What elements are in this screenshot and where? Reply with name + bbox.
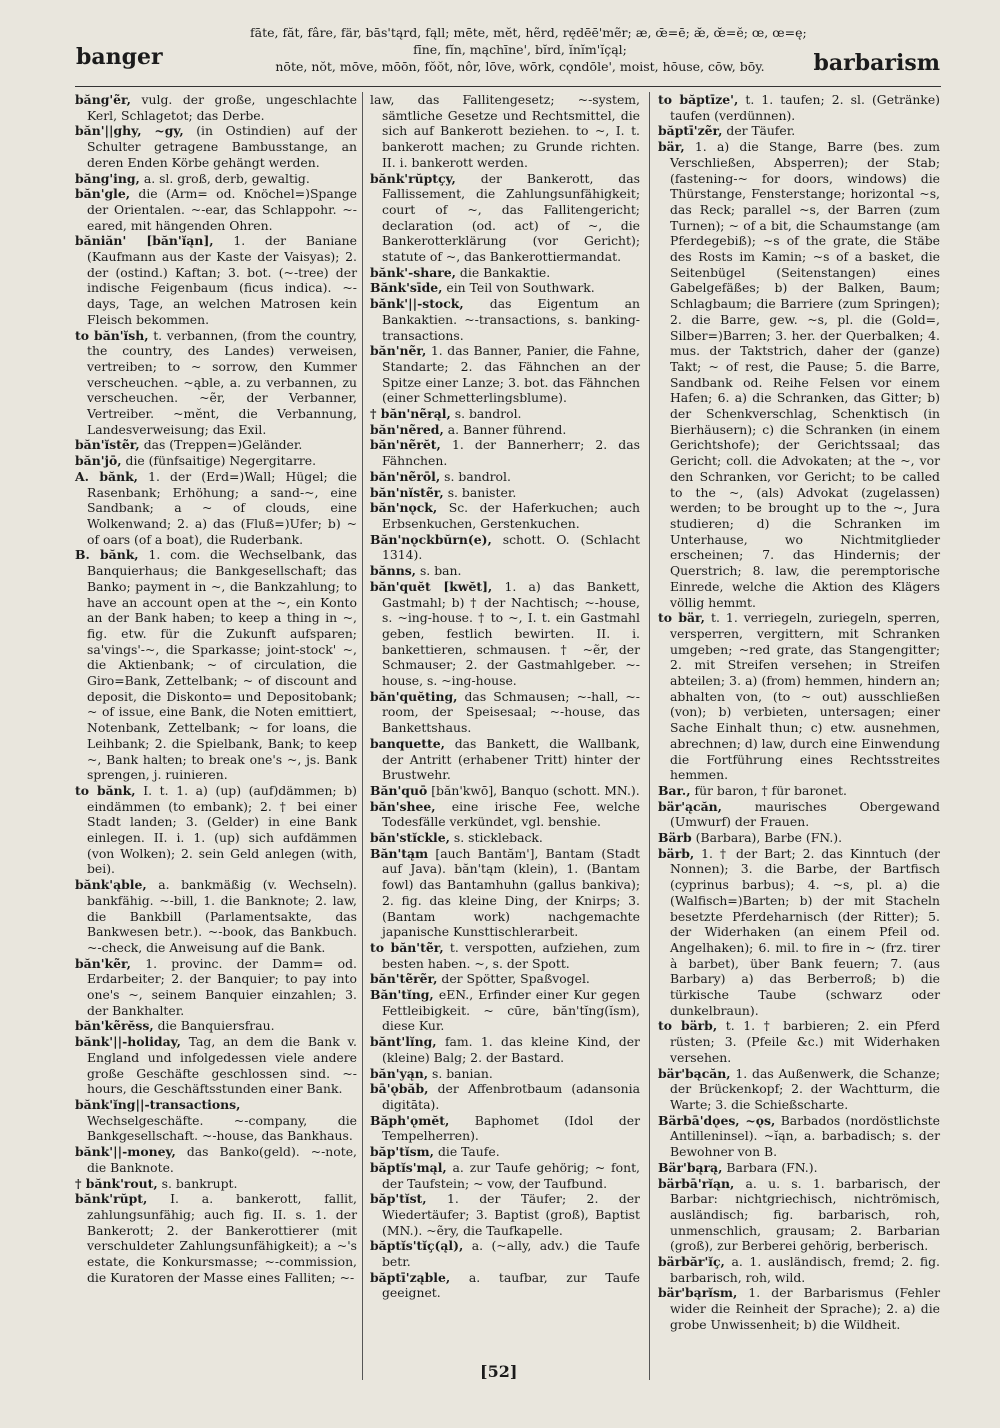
entry-headword: băn'stĭckle,	[370, 830, 450, 846]
dictionary-entry	[658, 1066, 940, 1113]
entry-headword: băp'tĭsm,	[370, 1144, 434, 1160]
dictionary-entry	[75, 877, 357, 956]
entry-definition: für baron, † für baronet.	[694, 782, 847, 798]
entry-definition: ein Teil von Southwark.	[446, 280, 595, 296]
entry-headword: băn'nẽred,	[370, 421, 444, 437]
dictionary-entry	[658, 1113, 940, 1160]
dictionary-entry	[75, 92, 357, 123]
dictionary-entry	[75, 469, 357, 548]
entry-definition: (in Ostindien) auf der Schulter getragene Bambusstange, an deren Enden Körbe gehängt werden.	[87, 123, 357, 170]
entry-definition: die Taufe.	[437, 1144, 500, 1160]
entry-headword: bănk'ąble,	[75, 877, 147, 893]
entry-headword: bănk'ĭng||-transactions,	[75, 1097, 241, 1112]
dictionary-entry	[370, 736, 640, 783]
entry-headword: to bärb,	[658, 1018, 718, 1034]
column-divider	[362, 92, 363, 1380]
page-header	[70, 24, 940, 82]
entry-definition: s. bandrol.	[444, 468, 511, 484]
entry-definition: a. Banner führend.	[447, 421, 567, 437]
entry-definition: t. verspotten, aufziehen, zum besten haben. ~, s. der Spott.	[382, 939, 640, 971]
dictionary-entry	[370, 940, 640, 971]
entry-definition: I. t. 1. a) (up) (auf)dämmen; b) eindämmen (to embank); 2. † bei einer Stadt landen; 3. (Gelder) in eine Bank einlegen. II. i. 1. (up) sich aufdämmen (von Wolken); 2. sein Geld anlegen (with, bei).	[87, 782, 357, 877]
dictionary-entry	[75, 233, 357, 327]
entry-definition: das (Treppen=)Geländer.	[143, 437, 303, 453]
entry-definition: 1. † der Bart; 2. das Kinntuch (der Nonnen); 3. die Barbe, der Bartfisch (cyprinus barbus); 4. ~s, pl. a) die (Walfisch=)Barten; b) der mit Stacheln besetzte Pferdeharnisch (der Ritter); 5. der Widerhaken (an einem Pfeil od. Angelhaken); 6. mil. to fire in ~ (frz. tirer à barbet), über Bank feuern; 7. (aus Barbary) a) das Berberroß; b) die türkische Taube (schwarz oder dunkelbraun).	[670, 845, 940, 1018]
entry-definition: law, das Fallitengesetz; ~-system, sämtliche Gesetze und Rechtsmittel, die sich auf Bankerott beziehen. to ~, I. t. bankerott machen; zu Grunde richten. II. i. bankerott werden.	[370, 92, 640, 170]
dictionary-entry	[370, 799, 640, 830]
entry-headword: Bärbā'dǫes, ~ǫs,	[658, 1112, 776, 1128]
dictionary-entry	[658, 123, 940, 139]
entry-headword: bär'bąrĭsm,	[658, 1285, 738, 1301]
entry-headword: † băn'nẽrąl,	[370, 406, 451, 422]
entry-definition: schott. O. (Schlacht 1314).	[382, 531, 640, 563]
entry-definition: das Bankett, die Wallbank, der Antritt (erhabener Tritt) hinter der Brustwehr.	[382, 735, 640, 783]
dictionary-entry	[370, 783, 640, 799]
pronunciation-key-line: nōte, nŏt, mōve, mōōn, fŏŏt, nôr, lōve, wōrk, cǫndōle', moist, hōuse, cōw, bōy.	[275, 59, 765, 74]
entry-headword: to băn'tẽr,	[370, 939, 444, 955]
dictionary-entry	[370, 1191, 640, 1238]
dictionary-entry	[658, 830, 940, 846]
dictionary-entry	[75, 453, 357, 469]
dictionary-entry	[370, 689, 640, 736]
entry-definition: Barbara (FN.).	[726, 1159, 818, 1175]
entry-headword: băn'kẽrĕss,	[75, 1018, 154, 1034]
entry-definition: a. zur Taufe gehörig; ~ font, der Taufstein; ~ vow, der Taufbund.	[382, 1159, 640, 1191]
entry-definition: 1. provinc. der Damm= od. Erdarbeiter; 2. der Banquier; to pay into one's ~, seinem Banquier einzahlen; 3. der Bankhalter.	[87, 955, 357, 1018]
dictionary-entry	[75, 437, 357, 453]
entry-headword: băn'nẽr,	[370, 343, 427, 359]
entry-headword: băptī'zẽr,	[658, 123, 723, 139]
entry-headword: băn'kẽr,	[75, 955, 131, 971]
entry-headword: Bärb	[658, 830, 692, 846]
entry-definition: [auch Bantăm'], Bantam (Stadt auf Java). băn'tąm (klein), 1. (Bantam fowl) das Bantamhuhn (gallus bankiva); 2. fig. das kleine Ding, der Knirps; 3. (Bantam work) nachgemachte japanische Kunsttischlerarbeit.	[382, 845, 640, 940]
entry-definition: 1. der Barbarismus (Fehler wider die Reinheit der Sprache); 2. a) die grobe Unwissenheit; b) die Wildheit.	[670, 1285, 940, 1332]
entry-headword: bănt'lĭng,	[370, 1034, 437, 1050]
entry-headword: bănk'rŭptçy,	[370, 170, 456, 186]
column-2	[370, 92, 640, 1301]
entry-definition: t. 1. verriegeln, zuriegeln, sperren, versperren, vergittern, mit Schranken umgeben; ~red grate, das Stangengitter; 2. mit Streifen versehen; in Streifen abteilen; 3. a) (from) hemmen, hindern an; abhalten von, (to ~ out) ausschließen (von); b) verbieten, untersagen; einer Sache Einhalt thun; c) etw. ausnehmen, abrechnen; d) law, durch eine Einwendung die Fortführung eines Rechtsstreites hemmen.	[670, 610, 940, 783]
entry-headword: Băn'nǫckbŭrn(e),	[370, 531, 492, 547]
entry-headword: băn'nẽrōl,	[370, 468, 441, 484]
entry-headword: băptĭs'mąl,	[370, 1159, 447, 1175]
entry-definition: a. 1. ausländisch, fremd; 2. fig. barbarisch, roh, wild.	[670, 1254, 940, 1285]
dictionary-entry	[370, 265, 640, 281]
entry-definition: s. bandrol.	[454, 406, 522, 422]
entry-definition: 1. der (Erd=)Wall; Hügel; die Rasenbank; Erhöhung; a sand-~, eine Sandbank; a ~ of clouds, eine Wolkenwand; 2. a) das (Fluß=)Ufer; b) ~ of oars (of a boat), die Ruderbank.	[87, 468, 357, 547]
dictionary-entry	[370, 1066, 640, 1082]
dictionary-entry	[370, 532, 640, 563]
dictionary-entry	[658, 846, 940, 1019]
entry-headword: băptĭs'tĭç(ąl),	[370, 1238, 464, 1254]
dictionary-entry	[658, 139, 940, 610]
dictionary-entry	[370, 92, 640, 171]
dictionary-entry	[370, 846, 640, 940]
entry-headword: Băn'tąm	[370, 845, 429, 861]
page-number: [52]	[480, 1362, 518, 1381]
entry-definition: die (Arm= od. Knöchel=)Spange der Orientalen. ~-ear, das Schlappohr. ~-eared, mit hängenden Ohren.	[87, 186, 357, 233]
dictionary-entry	[370, 1034, 640, 1065]
dictionary-entry	[75, 171, 357, 187]
entry-definition: s. bankrupt.	[161, 1175, 238, 1191]
entry-headword: băng'ing,	[75, 170, 140, 186]
entry-headword: băn'tẽrẽr,	[370, 971, 438, 987]
dictionary-entry	[370, 830, 640, 846]
entry-definition: der Täufer.	[726, 123, 796, 139]
dictionary-entry	[75, 328, 357, 438]
pronunciation-key	[250, 24, 807, 75]
entry-definition: der Spötter, Spaßvogel.	[441, 971, 590, 987]
entry-headword: Bănk'sīde,	[370, 280, 443, 296]
entry-headword: băn'shee,	[370, 798, 436, 814]
entry-definition: 1. das Außenwerk, die Schanze; der Brückenkopf; 2. der Wachtturm, die Warte; 3. die Schießscharte.	[670, 1065, 940, 1112]
entry-headword: banquette,	[370, 735, 445, 751]
dictionary-entry	[370, 1270, 640, 1301]
entry-headword: băp'tĭst,	[370, 1191, 427, 1207]
entry-headword: bănk'||-stock,	[370, 296, 464, 312]
dictionary-entry	[370, 1144, 640, 1160]
column-3	[658, 92, 940, 1333]
entry-definition: 1. der Bannerherr; 2. das Fähnchen.	[382, 437, 640, 469]
entry-headword: Bär'bąrą,	[658, 1159, 723, 1175]
entry-headword: băn'gle,	[75, 186, 131, 202]
entry-headword: B. bănk,	[75, 547, 139, 563]
dictionary-entry	[75, 123, 357, 170]
entry-headword: Băn'quō	[370, 782, 428, 798]
dictionary-entry	[658, 1285, 940, 1332]
entry-headword: bănk'-share,	[370, 264, 456, 280]
entry-definition: s. banister.	[447, 484, 517, 500]
entry-definition: vulg. der große, ungeschlachte Kerl, Schlagetot; das Derbe.	[87, 92, 357, 123]
entry-headword: băn'nǫck,	[370, 500, 438, 516]
dictionary-entry	[370, 579, 640, 689]
entry-headword: bā'ǫbăb,	[370, 1081, 429, 1097]
entry-headword: to bănk,	[75, 782, 136, 798]
column-1	[75, 92, 357, 1285]
entry-definition: eEN., Erfinder einer Kur gegen Fettleibigkeit. ~ cūre, băn'tĭng(ĭsm), diese Kur.	[382, 987, 640, 1034]
entry-definition: 1. a) das Bankett, Gastmahl; b) † der Nachtisch; ~-house, s. ~ing-house. † to ~, I. t. ein Gastmahl geben, festlich bewirten. II. i. bankettieren, schmausen. † ~ẽr, der Schmauser; 2. der Gastmahlgeber. ~-house, s. ~ing-house.	[382, 578, 640, 689]
entry-definition: maurisches Obergewand (Umwurf) der Frauen.	[670, 798, 940, 830]
column-divider	[649, 92, 650, 1380]
dictionary-entry	[370, 563, 640, 579]
entry-definition: Baphomet (Idol der Tempelherren).	[382, 1112, 640, 1144]
entry-definition: 1. der Baniane (Kaufmann aus der Kaste der Vaisyas); 2. der (ostind.) Kaftan; 3. bot. (~-tree) der indische Feigenbaum (ficus indica). ~-days, Tage, an welchen Matrosen kein Fleisch bekommen.	[87, 233, 357, 327]
dictionary-entry	[658, 1160, 940, 1176]
entry-definition: t. verbannen, (from the country, the country, des Landes) verweisen, vertreiben; to ~ sorrow, den Kummer verscheuchen. ~ąble, a. zu verbannen, zu verscheuchen. ~ẽr, der Verbanner, Vertreiber. ~mĕnt, die Verbannung, Landesverweisung; das Exil.	[87, 327, 357, 437]
entry-headword: băptī'ząble,	[370, 1269, 451, 1285]
dictionary-entry	[75, 547, 357, 783]
entry-definition: das Schmausen; ~-hall, ~-room, der Speisesaal; ~-house, das Bankettshaus.	[382, 688, 640, 736]
entry-headword: băn'nĭstẽr,	[370, 484, 444, 500]
entry-headword: băniăn' [băn'ĭąn],	[75, 233, 214, 249]
entry-headword: băn'quĕt [kwĕt],	[370, 578, 493, 594]
entry-definition: a. u. s. 1. barbarisch, der Barbar: nichtgriechisch, nichtrömisch, ausländisch; fig. barbarisch, roh, unmenschlich, grausam; 2. Barbarian (groß), zur Berberei gehörig, berberisch.	[670, 1175, 940, 1254]
entry-headword: bärbăr'ĭç,	[658, 1254, 725, 1270]
entry-headword: băng'ẽr,	[75, 92, 131, 107]
entry-definition: Wechselgeschäfte. ~-company, die Bankgesellschaft. ~-house, das Bankhaus.	[87, 1112, 357, 1144]
dictionary-entry	[658, 610, 940, 783]
entry-definition: das Eigentum an Bankaktien. ~-transactions, s. banking-transactions.	[382, 296, 640, 343]
dictionary-entry	[658, 783, 940, 799]
dictionary-entry	[370, 171, 640, 265]
entry-definition: das Banko(geld). ~-note, die Banknote.	[87, 1144, 357, 1175]
entry-definition: die Banquiersfrau.	[157, 1018, 275, 1034]
dictionary-entry	[370, 280, 640, 296]
entry-definition: die (fünfsaitige) Negergitarre.	[125, 453, 317, 469]
dictionary-entry	[370, 1160, 640, 1191]
entry-definition: 1. der Täufer; 2. der Wiedertäufer; 3. Baptist (groß), Baptist (MN.). ~ẽry, die Taufkapelle.	[382, 1191, 640, 1238]
entry-definition: a. taufbar, zur Taufe geeignet.	[382, 1269, 640, 1301]
entry-definition: Barbados (nordöstlichste Antilleninsel). ~ĭąn, a. barbadisch; s. der Bewohner von B.	[670, 1112, 940, 1160]
header-rule	[75, 86, 941, 87]
entry-definition: s. ban.	[419, 563, 462, 579]
dictionary-entry	[370, 437, 640, 468]
right-guide-word: barbarism	[813, 50, 940, 76]
entry-definition: Sc. der Haferkuchen; auch Erbsenkuchen, Gerstenkuchen.	[382, 500, 640, 531]
dictionary-entry	[75, 783, 357, 877]
entry-headword: to bär,	[658, 610, 705, 626]
entry-headword: bănk'||-holiday,	[75, 1034, 181, 1050]
entry-headword: bănns,	[370, 563, 416, 579]
entry-headword: Băph'ǫmĕt,	[370, 1112, 450, 1128]
dictionary-entry	[658, 799, 940, 830]
entry-definition: t. 1. taufen; 2. sl. (Getränke) taufen (verdünnen).	[670, 92, 940, 123]
entry-headword: bär'ącăn,	[658, 798, 722, 814]
entry-definition: [băn'kwō], Banquo (schott. MN.).	[431, 782, 640, 798]
dictionary-entry	[370, 1238, 640, 1269]
entry-headword: băn'yąn,	[370, 1065, 429, 1081]
entry-headword: bärb,	[658, 845, 695, 861]
entry-definition: a. bankmäßig (v. Wechseln). bankfähig. ~-bill, 1. die Banknote; 2. law, die Bankbill (Parlamentsakte, das Bankwesen betr.). ~-book, das Bankbuch. ~-check, die Anweisung auf die Bank.	[87, 877, 357, 955]
dictionary-entry	[370, 343, 640, 406]
entry-headword: băn'quĕting,	[370, 688, 458, 704]
entry-definition: eine irische Fee, welche Todesfälle verkündet, vgl. benshie.	[382, 798, 640, 830]
entry-headword: bănk'rŭpt,	[75, 1191, 148, 1207]
entry-definition: fam. 1. das kleine Kind, der (kleine) Balg; 2. der Bastard.	[382, 1034, 640, 1065]
dictionary-entry	[370, 987, 640, 1034]
entry-definition: I. a. bankerott, fallit, zahlungsunfähig; auch fig. II. s. 1. der Bankerott; 2. der Bankerottierer (mit verschuldeter Zahlungsunfähigkeit); a ~'s estate, die Konkursmasse; ~-commission, die Kuratoren der Masse eines Falliten; ~-	[87, 1191, 357, 1285]
dictionary-entry	[658, 1018, 940, 1065]
dictionary-entry	[75, 956, 357, 1019]
entry-definition: (Barbara), Barbe (FN.).	[695, 830, 843, 846]
entry-headword: bär'bącăn,	[658, 1065, 731, 1081]
entry-headword: bär,	[658, 139, 685, 155]
entry-definition: die Bankaktie.	[459, 264, 551, 280]
dictionary-entry	[75, 1191, 357, 1285]
entry-definition: 1. com. die Wechselbank, das Banquierhaus; die Bankgesellschaft; das Banko; payment in ~, die Bankzahlung; to have an account open at the ~, ein Konto an der Bank haben; to keep a thing in ~, fig. etw. für die Zukunft aufsparen; sa'vings'-~, die Sparkasse; joint-stock' ~, die Aktienbank; ~ of circulation, die Giro=Bank, Zettelbank; ~ of discount and deposit, die Diskonto= und Depositobank; ~ of issue, eine Bank, die Noten emittiert, Notenbank, Zettelbank; ~ for loans, die Leihbank; 2. die Spielbank, Bank; to keep ~, Bank halten; to break one's ~, js. Bank sprengen, j. ruinieren.	[87, 547, 357, 783]
dictionary-entry	[370, 422, 640, 438]
dictionary-entry	[370, 971, 640, 987]
dictionary-entry	[75, 1176, 357, 1192]
dictionary-entry	[75, 1018, 357, 1034]
entry-definition: 1. a) die Stange, Barre (bes. zum Verschließen, Absperren); der Stab; (fastening-~ for doors, windows) die Thürstange, Fensterstange; horizontal ~s, das Reck; parallel ~s, der Barren (zum Turnen); ~ of a bit, die Schaumstange (am Pferdegebiß); ~s of the grate, die Stäbe des Rosts im Kamin; ~s of a basket, die Seitenbügel (Seitenstangen) eines Gabelgefäßes; b) der Balken, Baum; Schlagbaum; die Barriere (zum Springen); 2. die Barre, gew. ~s, pl. die (Gold=, Silber=)Barren; 3. her. der Querbalken; 4. mus. der Taktstrich, daher der (ganze) Takt; ~ of rest, die Pause; 5. die Barre, Sandbank od. Reihe Felsen vor einem Hafen; 6. a) die Schranken, das Gitter; b) der Schenkverschlag, Schenktisch (in Bierhäusern); c) die Schranken (in einem Gerichtshofe); der Gerichtssaal; das Gericht; coll. die Advokaten; at the ~, vor den Schranken, vor Gericht; to be called to the ~, (als) Advokat (zugelassen) werden; to be brought up to the ~, Jura studieren; d) die Schranken im Unterhause, wo Nichtmitglieder erscheinen; 7. das Hindernis; der Querstrich; 8. law, die peremptorische Einrede, welche die Aktion des Klägers völlig hemmt.	[670, 139, 940, 610]
entry-definition: 1. das Banner, Panier, die Fahne, Standarte; 2. das Fähnchen an der Spitze einer Lanze; 3. bot. das Fähnchen (einer Schmetterlingsblume).	[382, 343, 640, 406]
left-guide-word: banger	[76, 44, 163, 70]
dictionary-entry	[370, 485, 640, 501]
dictionary-entry	[370, 500, 640, 531]
dictionary-entry	[75, 186, 357, 233]
entry-headword: băn'ĭstẽr,	[75, 437, 140, 453]
entry-headword: Băn'tĭng,	[370, 987, 434, 1003]
entry-headword: † bănk'rout,	[75, 1175, 158, 1191]
entry-definition: s. stickleback.	[453, 830, 543, 846]
entry-definition: der Bankerott, das Fallissement, die Zahlungsunfähigkeit; court of ~, das Fallitengericht; declaration (od. act) of ~, die Bankerotterklärung (vor Gericht); statute of ~, das Bankerottiermandat.	[382, 170, 640, 265]
dictionary-entry	[75, 1144, 357, 1175]
entry-definition: Tag, an dem die Bank v. England und infolgedessen viele andere große Geschäfte geschlossen sind. ~-hours, die Geschäftsstunden einer Bank.	[87, 1034, 357, 1097]
entry-headword: băn'nẽrĕt,	[370, 437, 441, 453]
dictionary-entry	[370, 296, 640, 343]
dictionary-entry	[370, 1081, 640, 1112]
entry-headword: to băn'ĭsh,	[75, 327, 149, 343]
pronunciation-key-line: fāte, făt, fâre, fär, bās'tąrd, fąll; mēte, mĕt, hẽrd, rędēē'mẽr; æ, œ̄=ē; æ̆, œ̆=ĕ; œ, œ=ę;	[250, 25, 807, 40]
dictionary-entry	[75, 1097, 357, 1144]
entry-definition: der Affenbrotbaum (adansonia digitāta).	[382, 1081, 640, 1112]
entry-headword: băn'||ghy, ~gy,	[75, 123, 184, 139]
dictionary-entry	[658, 1176, 940, 1255]
entry-headword: to băptīze',	[658, 92, 739, 107]
dictionary-entry	[370, 469, 640, 485]
entry-definition: a. (~ally, adv.) die Taufe betr.	[382, 1238, 640, 1270]
dictionary-entry	[370, 1113, 640, 1144]
entry-definition: a. sl. groß, derb, gewaltig.	[143, 170, 310, 186]
dictionary-entry	[75, 1034, 357, 1097]
pronunciation-key-line: fīne, fĭn, mąchīne', bĭrd, ĭnĭm'ĭçąl;	[413, 42, 627, 57]
entry-definition: t. 1. † barbieren; 2. ein Pferd rüsten; 3. (Pfeile &c.) mit Widerhaken versehen.	[670, 1018, 940, 1065]
dictionary-entry	[658, 92, 940, 123]
entry-headword: bärbā'rĭąn,	[658, 1175, 735, 1191]
entry-definition: s. banian.	[432, 1065, 493, 1081]
entry-headword: băn'jō,	[75, 453, 122, 469]
dictionary-entry	[658, 1254, 940, 1285]
entry-headword: Bar.,	[658, 782, 691, 798]
entry-headword: A. bănk,	[75, 468, 138, 484]
dictionary-entry	[370, 406, 640, 422]
entry-headword: bănk'||-money,	[75, 1144, 176, 1160]
